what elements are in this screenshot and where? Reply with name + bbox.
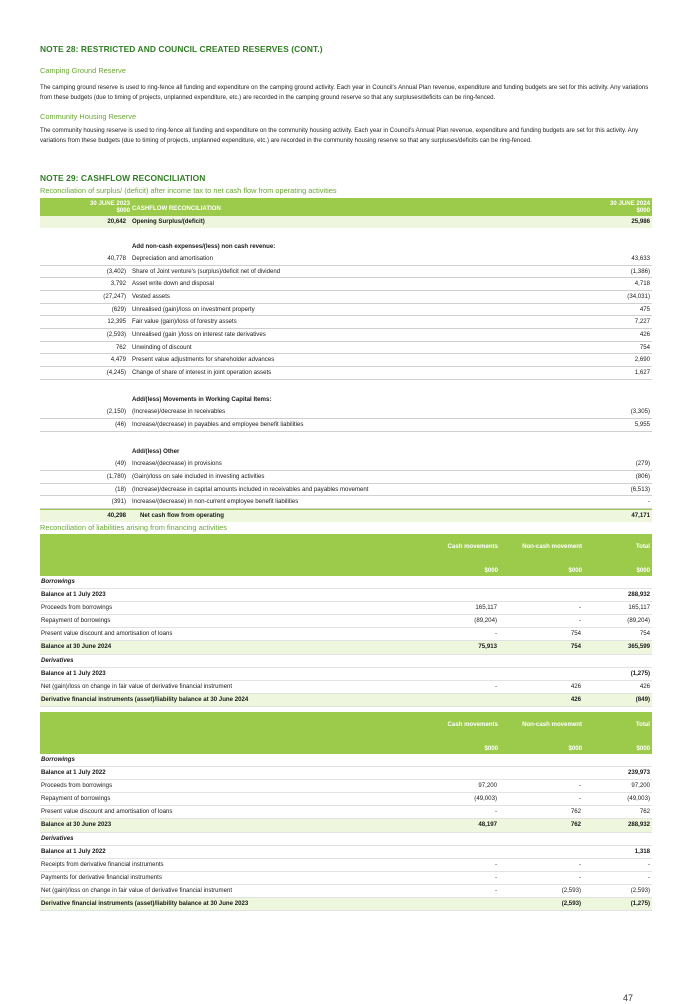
table-row: Net (gain)/loss on change in fair value of derivative financial instrument - 426 426: [40, 681, 652, 694]
camping-heading: Camping Ground Reserve: [40, 66, 126, 75]
table-row: Borrowings: [40, 754, 652, 767]
table-row: Present value discount and amortisation of loans - 754 754: [40, 628, 652, 641]
table-row: Balance at 30 June 2024 75,913 754 365,599: [40, 641, 652, 654]
cashflow-table: [40, 198, 652, 522]
opening-surplus-row: 20,642 Opening Surplus/(deficit) 25,986: [40, 216, 652, 228]
liabilities-2023-rows: [40, 754, 652, 911]
cashflow-row: 3,792 Asset write down and disposal 4,718: [40, 278, 652, 291]
other-rows: [40, 458, 652, 509]
table-row: Balance at 1 July 2023 288,932: [40, 589, 652, 602]
cashflow-row: (27,247) Vested assets (34,031): [40, 291, 652, 304]
table-row: Present value discount and amortisation of loans - 762 762: [40, 806, 652, 819]
camping-paragraph: The camping ground reserve is used to ring-fence all funding and expenditure on the camping ground activity. Each year in Council's Annual Plan revenue, expenditure and funding budgets are set for this activity. Any variations from these budgets (due to timing of projects, unplanned expenditure, etc.) are recorded in the camping ground reserve so that any surpluses/deficits can be ring-fenced.: [40, 84, 649, 102]
noncash-heading-row: Add non-cash expenses/(less) non cash revenue:: [132, 242, 276, 250]
liabilities-2024-rows: [40, 576, 652, 707]
note29-subtitle: Reconciliation of surplus/ (deficit) after income tax to net cash flow from operating activities: [40, 186, 337, 195]
table-row: Repayment of borrowings (49,003) - (49,003): [40, 793, 652, 806]
table-row: Payments for derivative financial instruments - - -: [40, 872, 652, 885]
cashflow-row: 4,479 Present value adjustments for shareholder advances 2,690: [40, 354, 652, 367]
cashflow-row: (629) Unrealised (gain)/loss on investment property 475: [40, 304, 652, 317]
cashflow-row: 40,778 Depreciation and amortisation 43,633: [40, 253, 652, 266]
note28-title: NOTE 28: RESTRICTED AND COUNCIL CREATED RESERVES (CONT.): [40, 44, 323, 54]
header-2023: 30 JUNE 2023 $000: [90, 200, 130, 214]
table-row: Receipts from derivative financial instruments - - -: [40, 859, 652, 872]
cashflow-row: 12,395 Fair value (gain)/loss of forestry assets 7,227: [40, 316, 652, 329]
table-row: Derivatives: [40, 833, 652, 846]
cashflow-row: (2,593) Unrealised (gain )/loss on interest rate derivatives 426: [40, 329, 652, 342]
table-row: Proceeds from borrowings 165,117 - 165,117: [40, 602, 652, 615]
working-capital-rows: [40, 406, 652, 431]
liabilities-table-2023-header: Cash movements Non-cash movement Total $000 $000 $000: [40, 712, 652, 754]
table-row: Derivative financial instruments (asset)/liability balance at 30 June 2024 426 (849): [40, 694, 652, 707]
liabilities-title: Reconciliation of liabilities arising from financing activities: [40, 523, 227, 532]
table-row: Derivatives: [40, 655, 652, 668]
cashflow-row: (18) (Increase)/decrease in capital amounts included in receivables and payables movement (6,513): [40, 484, 652, 497]
working-capital-heading-row: Add/(less) Movements in Working Capital Items:: [132, 396, 272, 404]
page-number: 47: [622, 993, 633, 1003]
cashflow-row: (4,245) Change of share of interest in joint operation assets 1,627: [40, 367, 652, 380]
table-row: Derivative financial instruments (asset)/liability balance at 30 June 2023 (2,593) (1,275): [40, 898, 652, 911]
cashflow-row: (49) Increase/(decrease) in provisions (279): [40, 458, 652, 471]
table-row: Balance at 30 June 2023 48,197 762 288,932: [40, 819, 652, 832]
other-heading-row: Add/(less) Other: [132, 448, 180, 456]
header-2024: 30 JUNE 2024 $000: [610, 200, 650, 214]
housing-heading: Community Housing Reserve: [40, 112, 137, 121]
cashflow-table-header: [40, 198, 652, 216]
table-row: Balance at 1 July 2023 (1,275): [40, 668, 652, 681]
table-row: Balance at 1 July 2022 239,973: [40, 767, 652, 780]
housing-paragraph: The community housing reserve is used to ring-fence all funding and expenditure on the community housing activity. Each year in Council's Annual Plan revenue, expenditure and funding budgets are set for this activity. Any variations from these budgets (due to timing of projects, unplanned expenditure, etc.) are recorded in the community housing reserve so that any surpluses/deficits can be ring-fenced.: [40, 127, 639, 145]
cashflow-row: (3,402) Share of Joint venture's (surplus)/deficit net of dividend (1,386): [40, 266, 652, 279]
table-row: Net (gain)/loss on change in fair value of derivative financial instrument - (2,593) (2,593): [40, 885, 652, 898]
header-label: CASHFLOW RECONCILIATION: [132, 205, 221, 212]
table-row: Balance at 1 July 2022 1,318: [40, 846, 652, 859]
cashflow-row: 762 Unwinding of discount 754: [40, 342, 652, 355]
net-cash-flow-row: 40,298 Net cash flow from operating 47,171: [40, 509, 652, 522]
cashflow-row: (2,150) (Increase)/decrease in receivables (3,305): [40, 406, 652, 419]
cashflow-row: (46) Increase/(decrease) in payables and employee benefit liabilities 5,955: [40, 419, 652, 432]
liabilities-table-2024: [40, 534, 652, 707]
cashflow-row: (1,780) (Gain)/loss on sale included in investing activities (806): [40, 471, 652, 484]
table-row: Repayment of borrowings (89,204) - (89,204): [40, 615, 652, 628]
note29-title: NOTE 29: CASHFLOW RECONCILIATION: [40, 173, 206, 183]
liabilities-table-2024-header: Cash movements Non-cash movement Total $000 $000 $000: [40, 534, 652, 576]
table-row: Proceeds from borrowings 97,200 - 97,200: [40, 780, 652, 793]
liabilities-table-2023: [40, 712, 652, 911]
cashflow-row: (391) Increase/(decrease) in non-current employee benefit liabilities -: [40, 496, 652, 509]
table-row: Borrowings: [40, 576, 652, 589]
noncash-rows: [40, 253, 652, 380]
